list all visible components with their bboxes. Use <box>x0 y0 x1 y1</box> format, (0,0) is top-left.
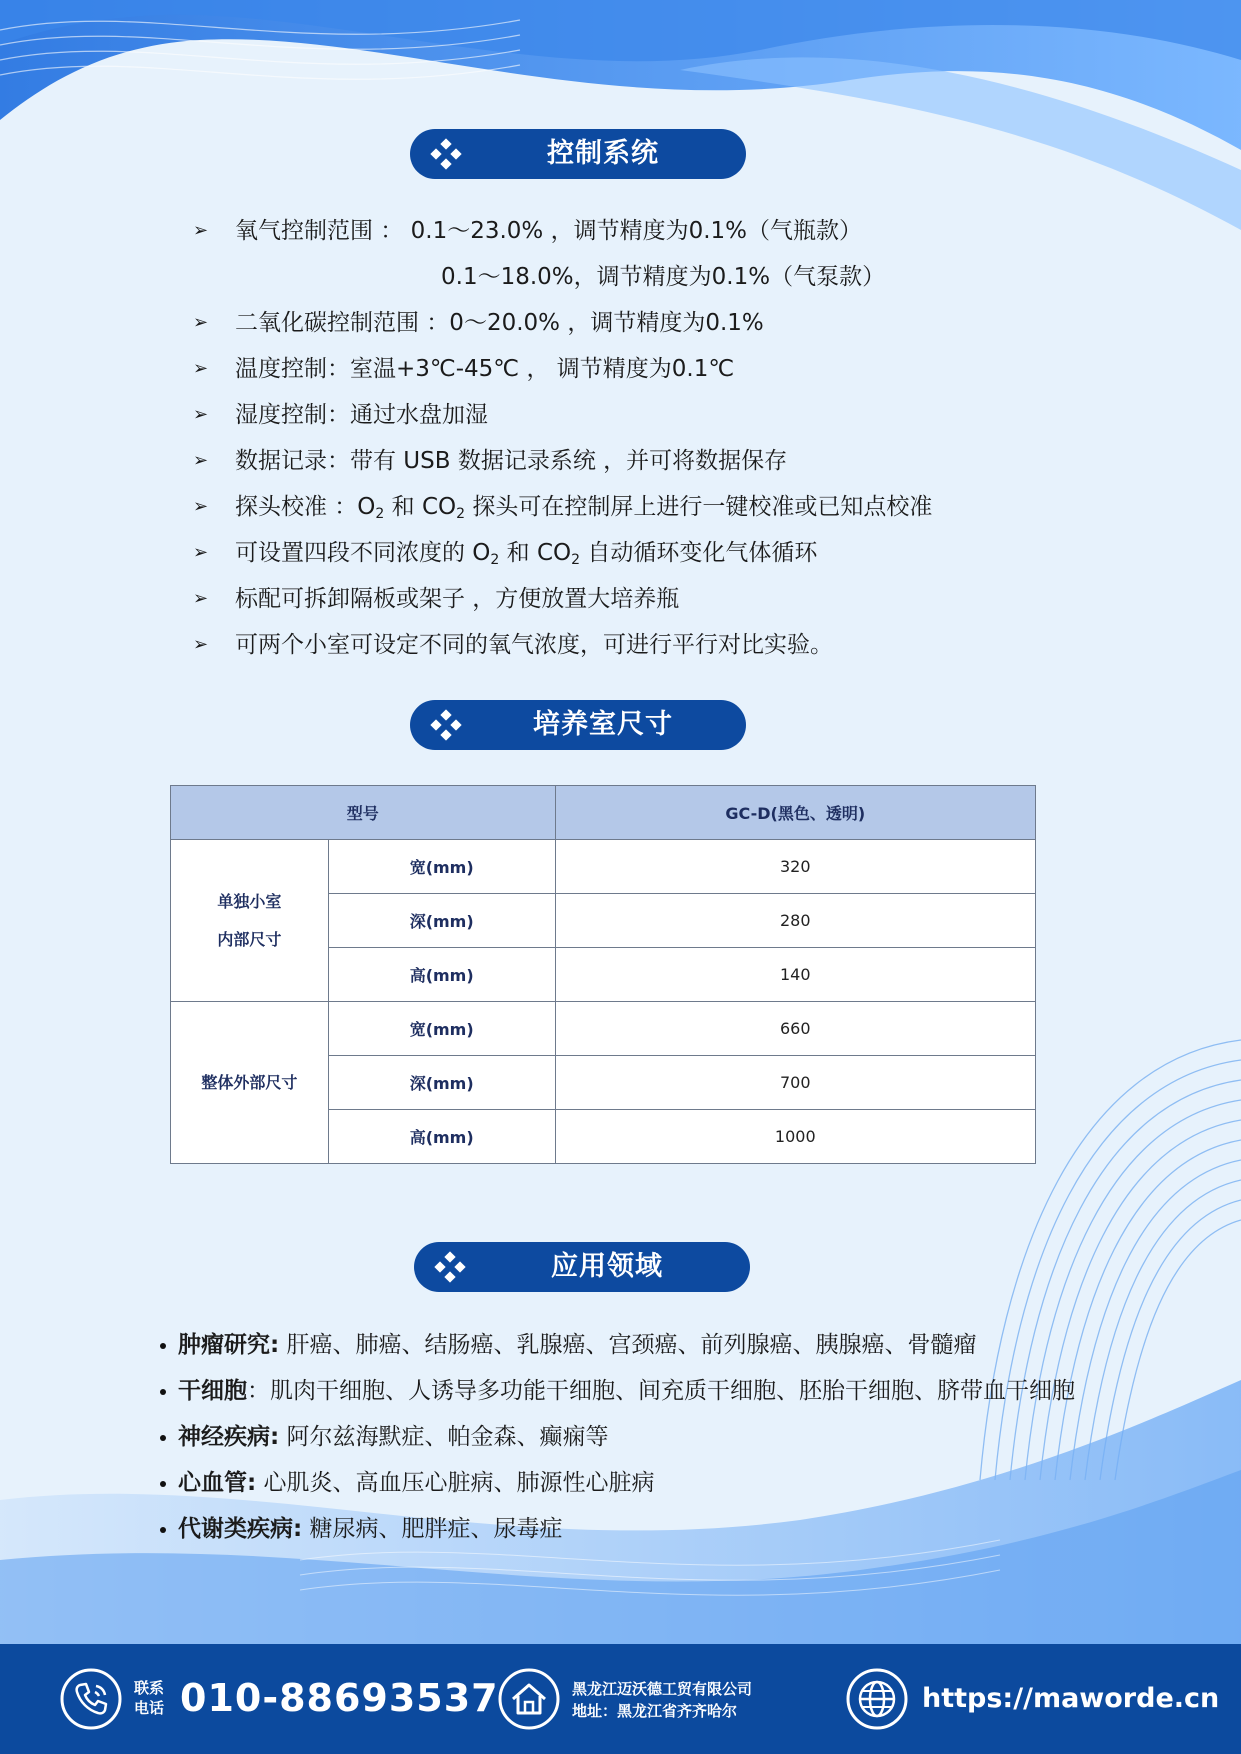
section-header-applications <box>414 1242 750 1292</box>
table-value-cell: 140 <box>555 948 1035 1002</box>
phone-icon <box>60 1668 122 1730</box>
table-row <box>171 840 1036 894</box>
list-item: ➢ 氧气控制范围 ： 0.1～23.0% ，调节精度为0.1%（气瓶款） <box>193 208 1053 254</box>
arrow-bullet-icon: ➢ <box>193 542 209 563</box>
arrow-bullet-icon: ➢ <box>193 358 209 379</box>
table-group-cell: 单独小室 内部尺寸 <box>171 840 329 1002</box>
diamond-bullet-icon <box>430 709 462 741</box>
list-item: ➢ 可两个小室可设定不同的氧气浓度，可进行平行对比实验。 <box>193 622 1053 668</box>
list-item-continued: 0.1～18.0%，调节精度为0.1%（气泵款） <box>441 264 886 290</box>
table-label-cell: 高(mm) <box>328 948 555 1002</box>
arrow-bullet-icon: ➢ <box>193 634 209 655</box>
list-item: ➢ 可设置四段不同浓度的 $O_2$ 和 $CO_2$ 自动循环变化气体循环 <box>193 530 1053 576</box>
list-item: ➢ 温度控制：室温+3℃-45℃ ， 调节精度为0.1℃ <box>193 346 1053 392</box>
table-value-cell: 660 <box>555 1002 1035 1056</box>
diamond-bullet-icon <box>430 138 462 170</box>
control-spec-list <box>193 208 1053 668</box>
table-row <box>171 1002 1036 1056</box>
globe-icon <box>846 1668 908 1730</box>
item-label: 肿瘤研究: <box>178 1332 280 1358</box>
company-info <box>572 1678 752 1722</box>
list-item: 肿瘤研究: 肝癌、肺癌、结肠癌、乳腺癌、宫颈癌、前列腺癌、胰腺癌、骨髓瘤 <box>158 1322 1178 1368</box>
table-label-cell: 高(mm) <box>328 1110 555 1164</box>
arrow-bullet-icon: ➢ <box>193 496 209 517</box>
applications-list <box>158 1322 1178 1552</box>
list-item: ➢ 湿度控制：通过水盘加湿 <box>193 392 1053 438</box>
item-label: 心血管: <box>178 1470 257 1496</box>
section-title: 应用领域 <box>551 1251 663 1282</box>
table-group-cell: 整体外部尺寸 <box>171 1002 329 1164</box>
section-title: 培养室尺寸 <box>533 709 673 740</box>
website-link[interactable]: https://maworde.cn <box>922 1683 1220 1714</box>
list-item: 代谢类疾病: 糖尿病、肥胖症、尿毒症 <box>158 1506 1178 1552</box>
table-value-cell: 700 <box>555 1056 1035 1110</box>
house-icon <box>498 1668 560 1730</box>
item-label: 代谢类疾病: <box>178 1516 303 1542</box>
item-label: 神经疾病: <box>178 1424 280 1450</box>
table-header-cell: 型号 <box>171 786 556 840</box>
list-item: ➢ 二氧化碳控制范围 ：0～20.0% ，调节精度为0.1% <box>193 300 1053 346</box>
footer-bar <box>0 1644 1241 1754</box>
table-value-cell: 280 <box>555 894 1035 948</box>
company-address: 地址：黑龙江省齐齐哈尔 <box>572 1702 738 1720</box>
arrow-bullet-icon: ➢ <box>193 220 209 241</box>
list-item: 干细胞：肌肉干细胞、人诱导多功能干细胞、间充质干细胞、胚胎干细胞、脐带血干细胞 <box>158 1368 1178 1414</box>
table-value-cell: 1000 <box>555 1110 1035 1164</box>
arrow-bullet-icon: ➢ <box>193 450 209 471</box>
table-value-cell: 320 <box>555 840 1035 894</box>
table-header-cell: GC-D(黑色、透明) <box>555 786 1035 840</box>
list-item: ➢ 数据记录：带有 USB 数据记录系统 ，并可将数据保存 <box>193 438 1053 484</box>
arrow-bullet-icon: ➢ <box>193 312 209 333</box>
section-header-control <box>410 129 746 179</box>
list-item: ➢ 标配可拆卸隔板或架子 ，方便放置大培养瓶 <box>193 576 1053 622</box>
company-name: 黑龙江迈沃德工贸有限公司 <box>572 1680 753 1698</box>
table-label-cell: 深(mm) <box>328 1056 555 1110</box>
table-header-row <box>171 786 1036 840</box>
item-label: 干细胞 <box>178 1378 247 1404</box>
list-item: 心血管: 心肌炎、高血压心脏病、肺源性心脏病 <box>158 1460 1178 1506</box>
arrow-bullet-icon: ➢ <box>193 588 209 609</box>
diamond-bullet-icon <box>434 1251 466 1283</box>
phone-number[interactable]: 010-88693537 <box>180 1676 499 1720</box>
list-item: 神经疾病: 阿尔兹海默症、帕金森、癫痫等 <box>158 1414 1178 1460</box>
arrow-bullet-icon: ➢ <box>193 404 209 425</box>
table-label-cell: 宽(mm) <box>328 1002 555 1056</box>
list-item: ➢ 探头校准 ：$O_2$ 和 $CO_2$ 探头可在控制屏上进行一键校准或已知点校准 <box>193 484 1053 530</box>
section-title: 控制系统 <box>547 138 659 169</box>
contact-label: 联系 电话 <box>134 1679 165 1717</box>
table-label-cell: 宽(mm) <box>328 840 555 894</box>
section-header-chamber <box>410 700 746 750</box>
table-label-cell: 深(mm) <box>328 894 555 948</box>
dimensions-table <box>170 785 1036 1164</box>
